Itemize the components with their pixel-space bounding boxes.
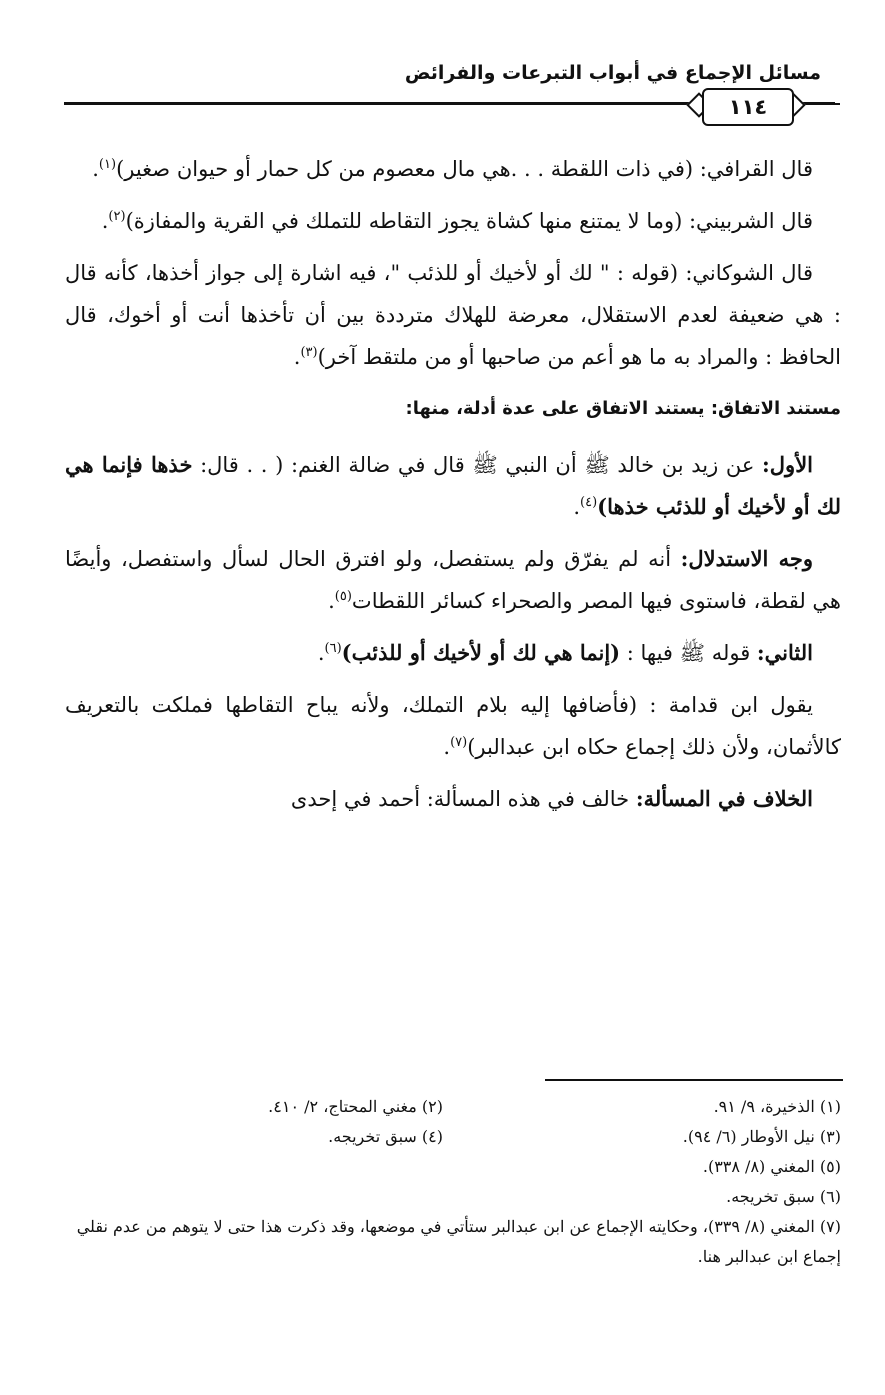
- paragraph-ibn-qudama: يقول ابن قدامة : (فأضافها إليه بلام التملك، ولأنه يباح التقاطها فملكت بالتعريف كالأثمان، ولأن ذلك إجماع حكاه ابن عبدالبر)$^{(٧)}$.: [65, 693, 841, 759]
- paragraph-first-evidence: الأول: عن زيد بن خالد ﷺ أن النبي ﷺ قال في ضالة الغنم: ( . . قال: خذها فإنما هي لك أو لأخيك أو للذئب خذها)$^{(٤)}$.: [65, 452, 841, 519]
- page-number: ١١٤: [702, 88, 794, 126]
- paragraph-lead: وجه الاستدلال:: [680, 546, 813, 571]
- footnote-empty: [65, 1152, 443, 1182]
- paragraph-lead: الثاني:: [756, 640, 813, 665]
- paragraph-lead: الأول:: [762, 452, 814, 477]
- footnote-ref-5[interactable]: (٥): [334, 589, 352, 604]
- footnote-2: (٢) مغني المحتاج، ٢/ ٤١٠.: [268, 1097, 443, 1116]
- paragraph-shirbini: قال الشربيني: (وما لا يمتنع منها كشاة يجوز التقاطه للتملك في القرية والمفازة)$^{(٢)}$.: [101, 209, 813, 233]
- footnotes: [65, 1092, 841, 1272]
- paragraph-inference: وجه الاستدلال: أنه لم يفرّق ولم يستفصل، ولو افترق الحال لسأل واستفصل، وأيضًا هي لقطة، فاستوى فيها المصر والصحراء كسائر اللقطات$^{(٥)}$.: [65, 546, 841, 613]
- footnotes-grid: [65, 1092, 841, 1212]
- section-subheading: مستند الاتفاق: يستند الاتفاق على عدة أدلة، منها:: [405, 398, 841, 419]
- footnote-ref-7[interactable]: (٧): [450, 735, 468, 750]
- footnote-7: (٧) المغني (٨/ ٣٣٩)، وحكايته الإجماع عن ابن عبدالبر ستأتي في موضعها، وقد ذكرت هذا حتى لا يتوهم من عدم نقلي إجماع ابن عبدالبر هنا.: [76, 1217, 841, 1266]
- hadith-quote: (إنما هي لك أو لأخيك أو للذئب): [341, 640, 621, 665]
- footnote-ref-4[interactable]: (٤): [580, 495, 598, 510]
- paragraph-second-evidence: الثاني: قوله ﷺ فيها : (إنما هي لك أو لأخيك أو للذئب)$^{(٦)}$.: [317, 640, 813, 665]
- footnote-empty: [65, 1182, 443, 1212]
- footnote-ref-6[interactable]: (٦): [324, 641, 342, 656]
- footnote-4: (٤) سبق تخريجه.: [328, 1127, 443, 1146]
- footnote-separator: [545, 1079, 843, 1081]
- running-header-title: مسائل الإجماع في أبواب التبرعات والفرائض: [404, 62, 821, 84]
- footnote-1: (١) الذخيرة، ٩/ ٩١.: [713, 1097, 841, 1116]
- footnote-ref-3[interactable]: (٣): [300, 345, 318, 360]
- paragraph-qarafi: قال القرافي: (في ذات اللقطة . . .هي مال معصوم من كل حمار أو حيوان صغير)$^{(١)}$.: [92, 157, 813, 181]
- hadith-quote: خذها فإنما هي لك أو لأخيك أو للذئب خذها): [65, 452, 841, 519]
- footnote-3: (٣) نيل الأوطار (٦/ ٩٤).: [682, 1127, 841, 1146]
- paragraph-disagreement: الخلاف في المسألة: خالف في هذه المسألة: أحمد في إحدى: [290, 786, 813, 811]
- footnote-5: (٥) المغني (٨/ ٣٣٨).: [702, 1157, 841, 1176]
- footnote-ref-1[interactable]: (١): [98, 157, 117, 172]
- main-text: [65, 148, 841, 830]
- paragraph-shawkani: قال الشوكاني: (قوله : " لك أو لأخيك أو للذئب "، فيه اشارة إلى جواز أخذها، كأنه قال : هي ضعيفة لعدم الاستقلال، معرضة للهلاك مترددة بين أن تأخذها أنت أو أخوك، قال الحافظ : والمراد به ما هو أعم من صاحبها أو من ملتقط آخر)$^{(٣)}$.: [65, 261, 841, 369]
- footnote-6: (٦) سبق تخريجه.: [726, 1187, 841, 1206]
- paragraph-lead: الخلاف في المسألة:: [635, 786, 813, 811]
- footnote-ref-2[interactable]: (٢): [108, 209, 126, 224]
